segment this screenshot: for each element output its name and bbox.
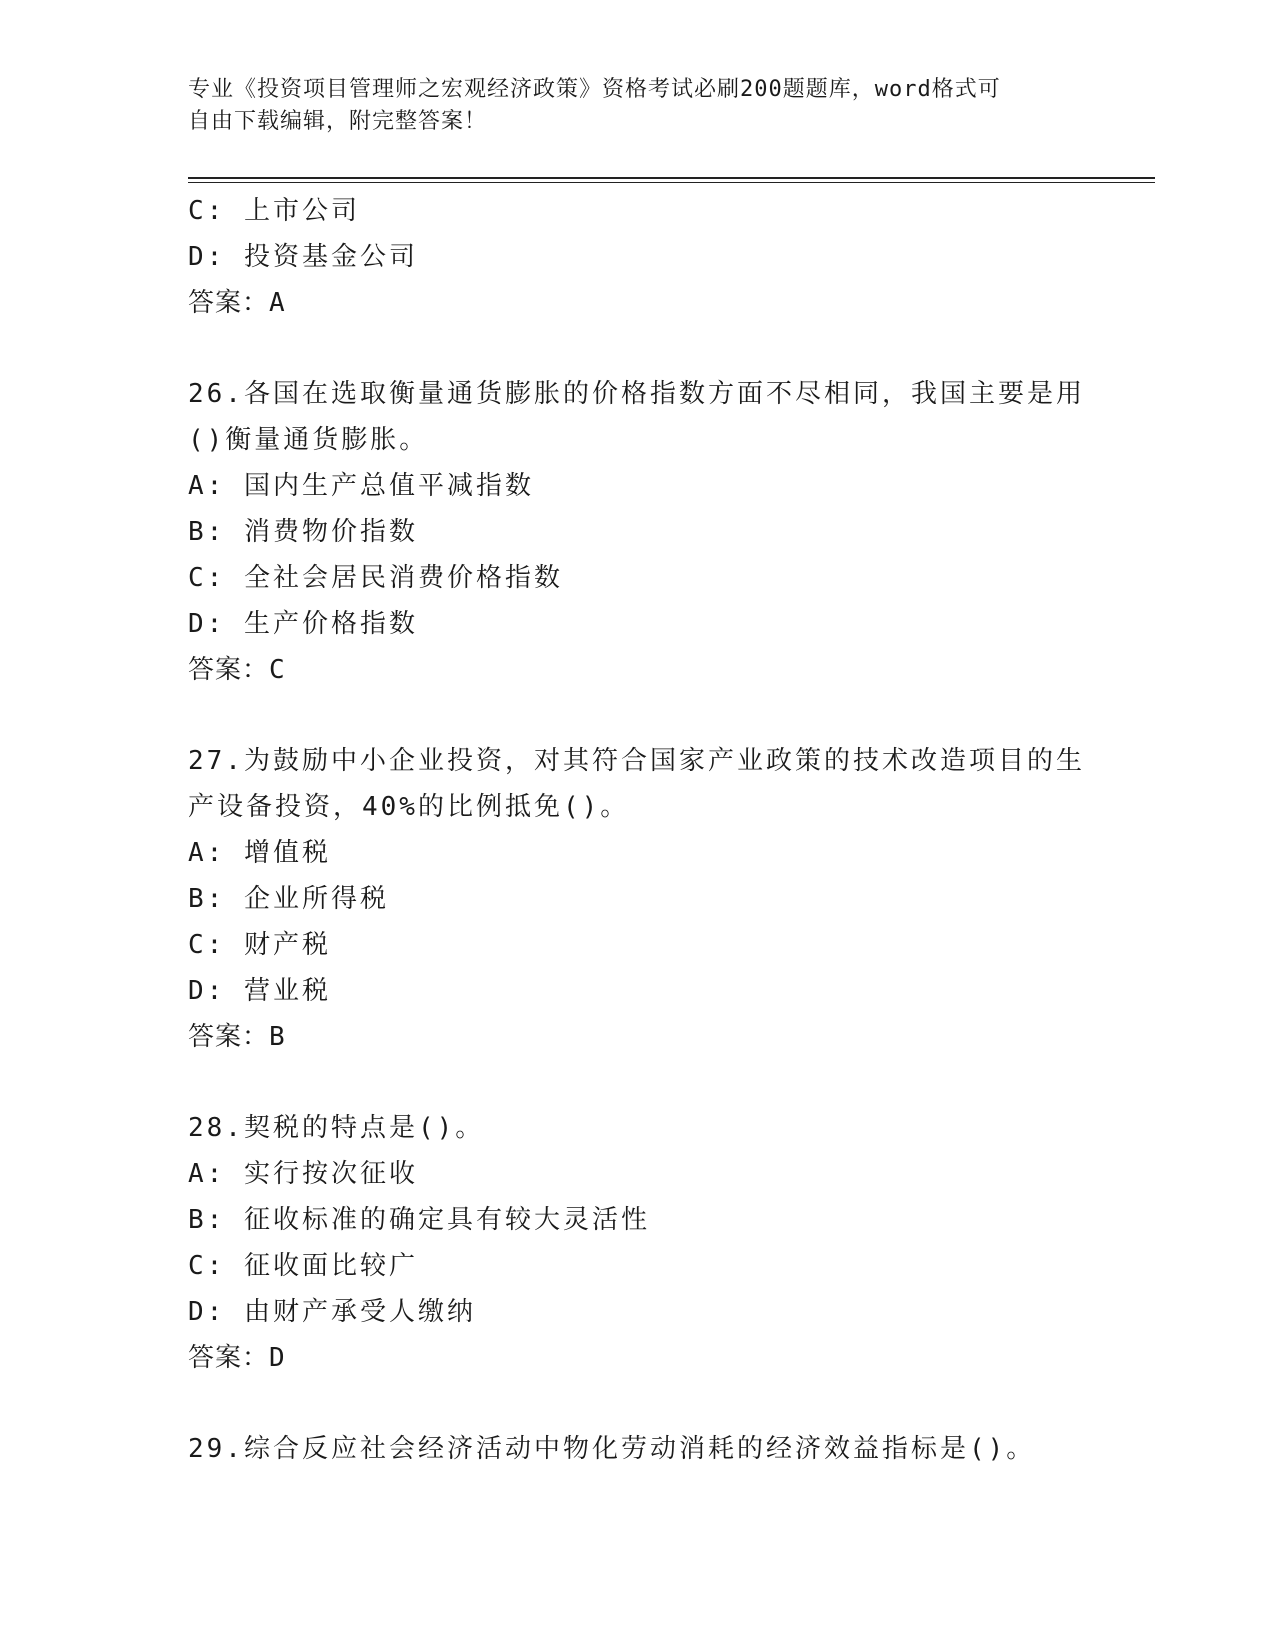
- option-b: B: 消费物价指数: [188, 517, 418, 547]
- header-line-2: 自由下载编辑，附完整答案！: [188, 109, 488, 134]
- spacer: [188, 1381, 1088, 1426]
- spacer: [188, 1060, 1088, 1105]
- question-28: [188, 1105, 1088, 1381]
- question-stem: 26.各国在选取衡量通货膨胀的价格指数方面不尽相同，我国主要是用: [188, 379, 1085, 409]
- option-c: C: 财产税: [188, 930, 331, 960]
- option-a: A: 国内生产总值平减指数: [188, 471, 534, 501]
- option-d: D: 由财产承受人缴纳: [188, 1297, 476, 1327]
- option-a: A: 实行按次征收: [188, 1159, 418, 1189]
- question-25: [188, 188, 1088, 326]
- option-c: C: 全社会居民消费价格指数: [188, 563, 563, 593]
- option-b: B: 企业所得税: [188, 884, 389, 914]
- option-b: B: 征收标准的确定具有较大灵活性: [188, 1205, 650, 1235]
- question-29: [188, 1426, 1088, 1472]
- question-stem: 27.为鼓励中小企业投资，对其符合国家产业政策的技术改造项目的生: [188, 746, 1085, 776]
- answer-line: 答案：D: [188, 1343, 286, 1373]
- question-27: [188, 738, 1088, 1060]
- option-d: D: 营业税: [188, 976, 331, 1006]
- spacer: [188, 326, 1088, 371]
- option-c: C: 征收面比较广: [188, 1251, 418, 1281]
- option-c: C: 上市公司: [188, 196, 360, 226]
- answer-line: 答案：C: [188, 655, 286, 685]
- question-stem-continued: ()衡量通货膨胀。: [188, 425, 429, 455]
- spacer: [188, 693, 1088, 738]
- page-header: [188, 74, 1068, 138]
- header-line-1: 专业《投资项目管理师之宏观经济政策》资格考试必刷200题题库，word格式可: [188, 77, 1001, 102]
- option-d: D: 生产价格指数: [188, 609, 418, 639]
- question-stem: 28.契税的特点是()。: [188, 1113, 485, 1143]
- option-d: D: 投资基金公司: [188, 242, 418, 272]
- answer-line: 答案：B: [188, 1022, 286, 1052]
- question-stem: 29.综合反应社会经济活动中物化劳动消耗的经济效益指标是()。: [188, 1434, 1036, 1464]
- header-divider-thin: [188, 182, 1155, 183]
- question-list: [188, 188, 1088, 1472]
- option-a: A: 增值税: [188, 838, 331, 868]
- header-divider-thick: [188, 177, 1155, 179]
- question-stem-continued: 产设备投资，40%的比例抵免()。: [188, 792, 630, 822]
- question-26: [188, 371, 1088, 693]
- answer-line: 答案：A: [188, 288, 286, 318]
